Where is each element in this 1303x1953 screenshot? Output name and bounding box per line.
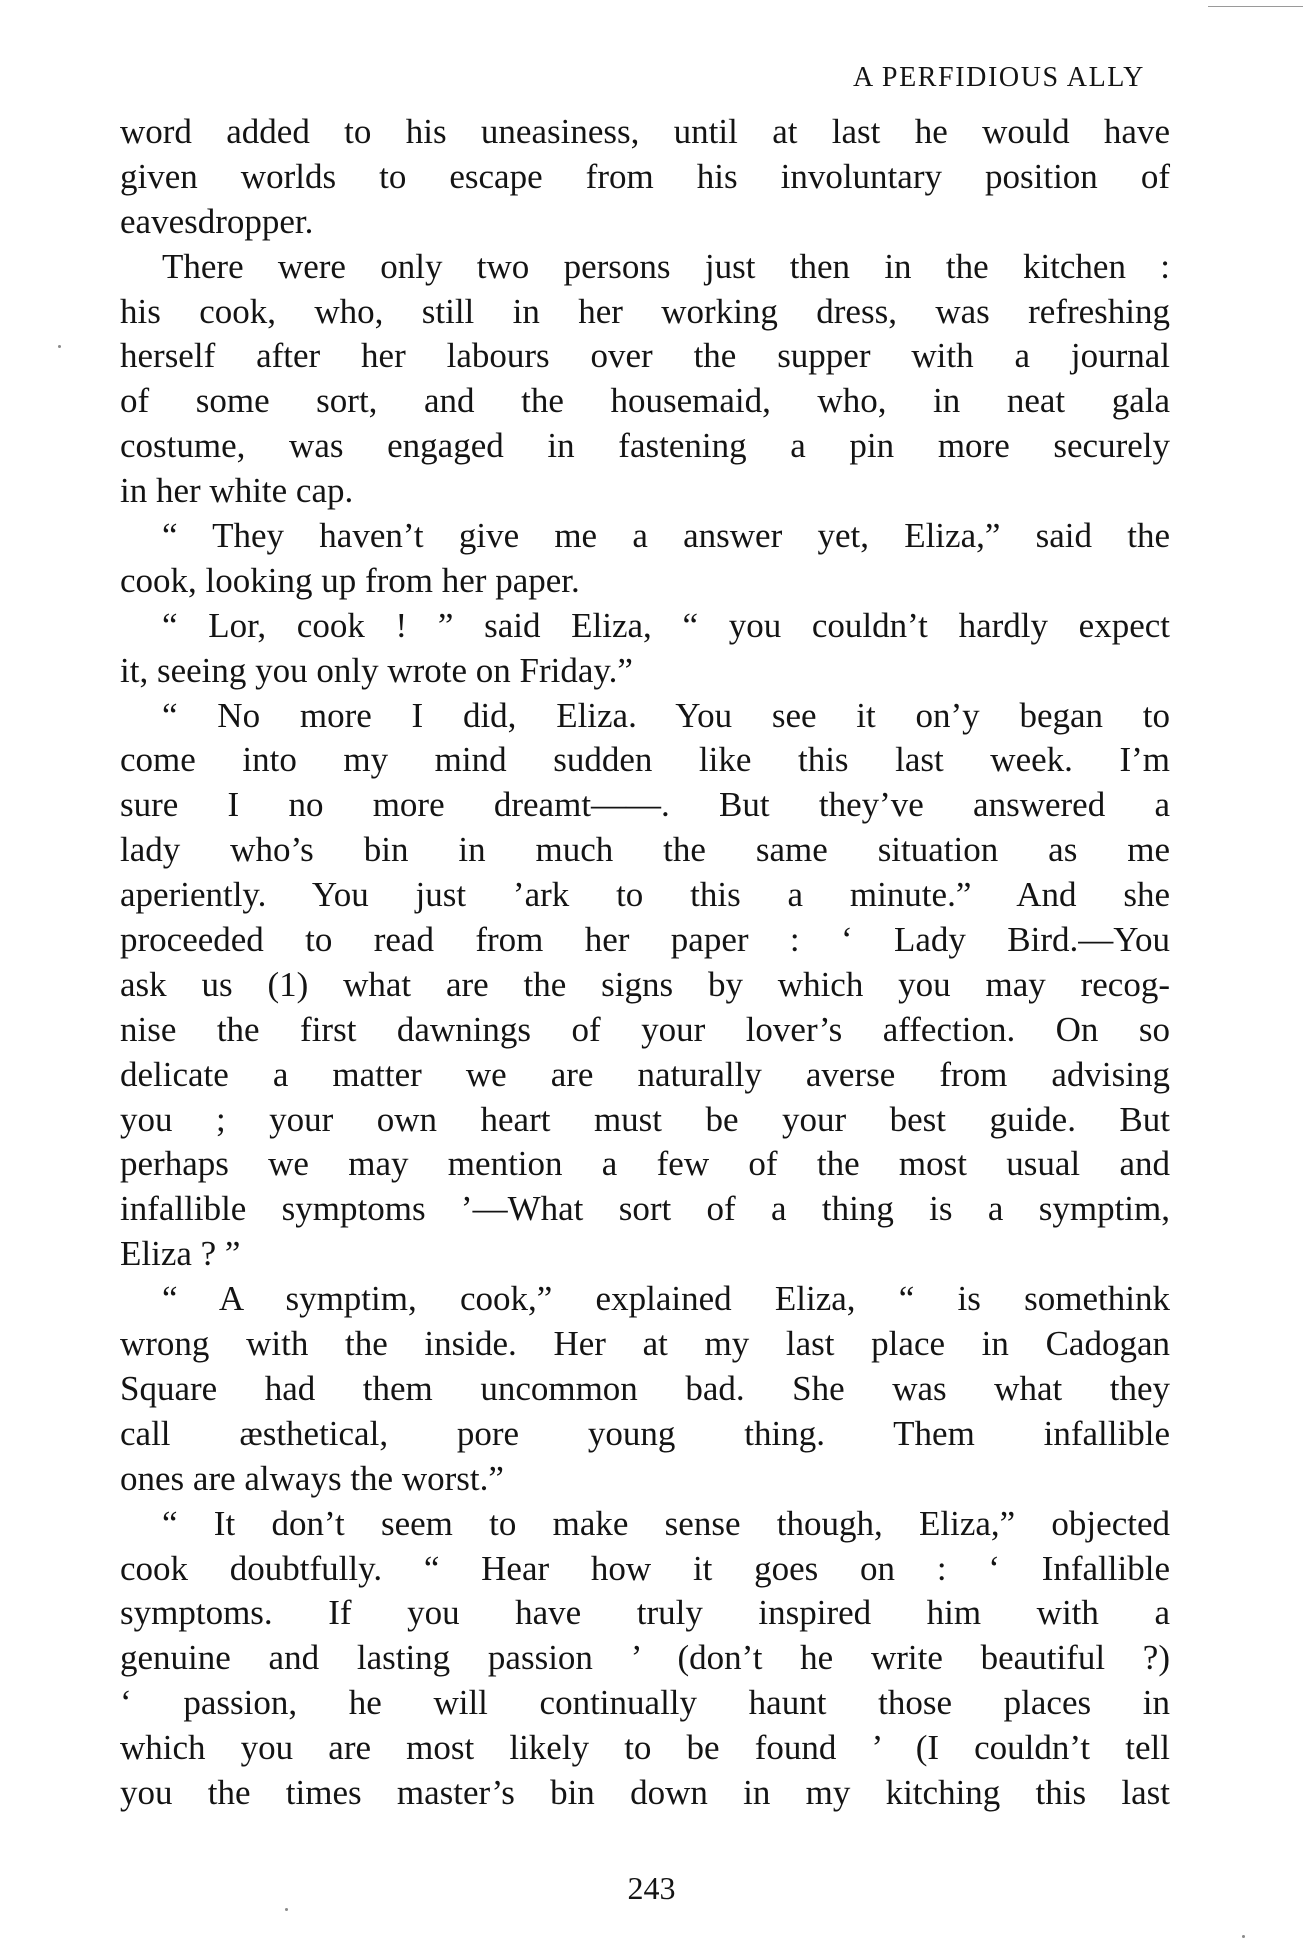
text-line: call æsthetical, pore young thing. Them infallible	[120, 1413, 1170, 1453]
text-line: herself after her labours over the supper with a journal	[120, 336, 1170, 376]
text-line: eavesdropper.	[120, 201, 314, 241]
text-line: in her white cap.	[120, 471, 354, 511]
text-line: costume, was engaged in fastening a pin more securely	[120, 426, 1170, 466]
print-speck	[1242, 1935, 1245, 1938]
text-line: you ; your own heart must be your best guide. But	[120, 1099, 1170, 1139]
text-line: wrong with the inside. Her at my last place in Cadogan	[120, 1324, 1170, 1364]
text-line: come into my mind sudden like this last week. I’m	[120, 740, 1170, 780]
text-line: lady who’s bin in much the same situation as me	[120, 830, 1170, 870]
text-line: you the times master’s bin down in my kitching this last	[120, 1772, 1170, 1812]
text-line: word added to his uneasiness, until at last he would have	[120, 112, 1170, 151]
text-line: There were only two persons just then in the kitchen :	[162, 246, 1170, 286]
text-line: proceeded to read from her paper : ‘ Lady Bird.—You	[120, 920, 1170, 960]
text-line: Eliza ? ”	[120, 1234, 241, 1274]
text-line: “ They haven’t give me a answer yet, Eliza,” said the	[162, 516, 1170, 556]
text-line: which you are most likely to be found ’ (I couldn’t tell	[120, 1728, 1170, 1768]
text-line: Square had them uncommon bad. She was what they	[120, 1368, 1170, 1408]
page-number: 243	[627, 1870, 676, 1906]
text-line: “ It don’t seem to make sense though, Eliza,” objected	[162, 1503, 1170, 1543]
text-line: “ A symptim, cook,” explained Eliza, “ is somethink	[162, 1279, 1170, 1319]
text-line: infallible symptoms ’—What sort of a thing is a symptim,	[120, 1189, 1170, 1229]
text-line: “ No more I did, Eliza. You see it on’y began to	[162, 695, 1170, 735]
text-line: ‘ passion, he will continually haunt those places in	[120, 1683, 1170, 1723]
running-head: A PERFIDIOUS ALLY	[853, 62, 1145, 93]
print-speck	[58, 345, 61, 348]
text-line: ones are always the worst.”	[120, 1458, 504, 1498]
text-line: his cook, who, still in her working dress, was refreshing	[120, 291, 1170, 331]
text-line: delicate a matter we are naturally averse from advising	[120, 1054, 1170, 1094]
text-line: aperiently. You just ’ark to this a minute.” And she	[120, 875, 1170, 915]
print-speck	[285, 1908, 288, 1911]
text-line: cook doubtfully. “ Hear how it goes on : ‘ Infallible	[120, 1548, 1170, 1588]
text-line: “ Lor, cook ! ” said Eliza, “ you couldn’t hardly expect	[162, 605, 1170, 645]
text-line: it, seeing you only wrote on Friday.”	[120, 650, 633, 690]
page-edge-rule	[1208, 6, 1303, 7]
text-line: given worlds to escape from his involuntary position of	[120, 156, 1170, 196]
body-text	[120, 110, 1170, 1816]
text-line: perhaps we may mention a few of the most usual and	[120, 1144, 1170, 1184]
text-line: genuine and lasting passion ’ (don’t he write beautiful ?)	[120, 1638, 1170, 1678]
text-line: of some sort, and the housemaid, who, in neat gala	[120, 381, 1170, 421]
text-line: ask us (1) what are the signs by which you may recog-	[120, 964, 1170, 1004]
text-line: symptoms. If you have truly inspired him with a	[120, 1593, 1170, 1633]
text-line: nise the first dawnings of your lover’s affection. On so	[120, 1009, 1170, 1049]
text-line: cook, looking up from her paper.	[120, 560, 580, 600]
text-line: sure I no more dreamt——. But they’ve answered a	[120, 785, 1170, 825]
